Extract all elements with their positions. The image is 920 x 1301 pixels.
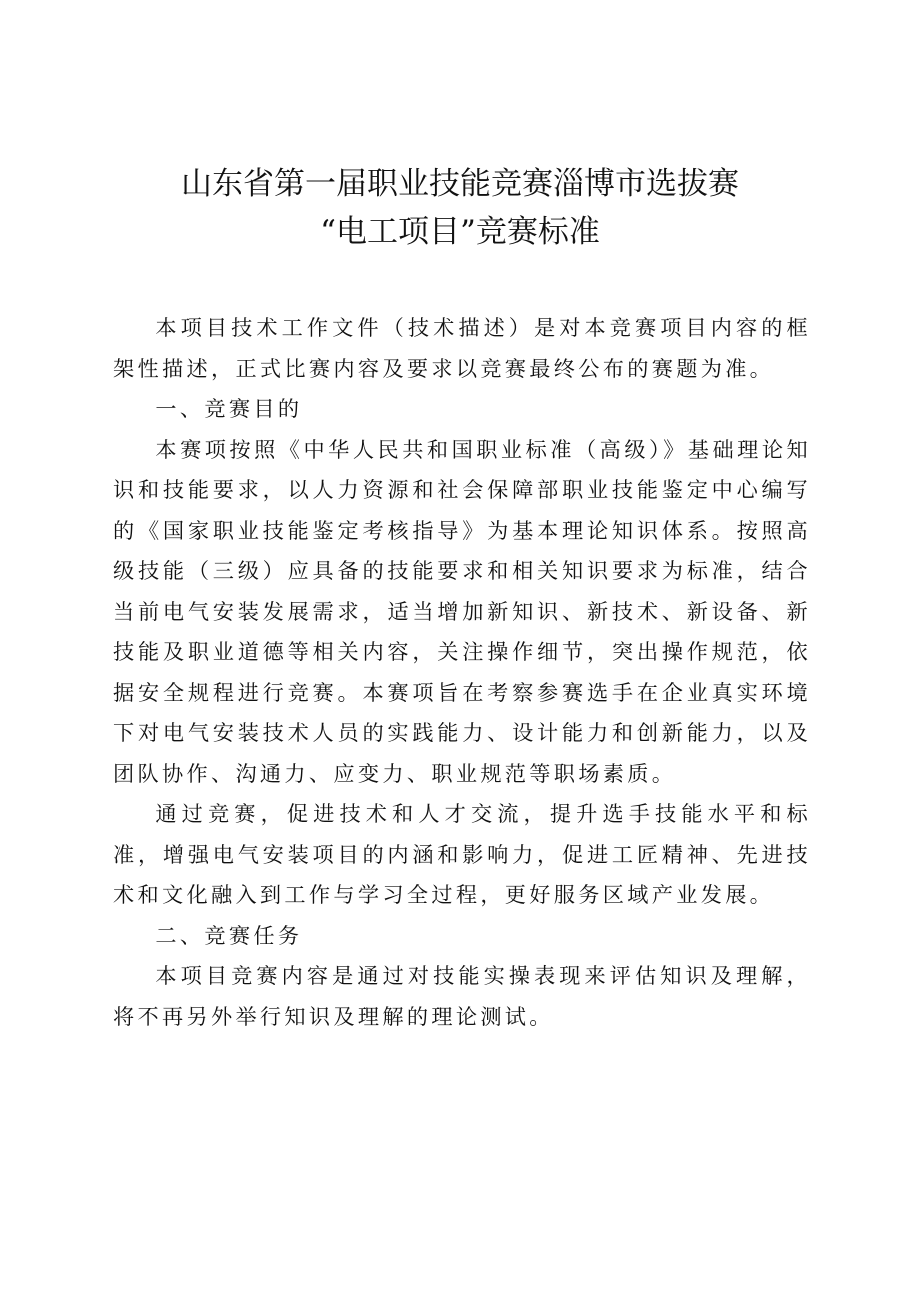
title-line-1: 山东省第一届职业技能竞赛淄博市选拔赛 [181, 166, 739, 202]
purpose-paragraph-1: 本赛项按照《中华人民共和国职业标准（高级）》基础理论知识和技能要求，以人力资源和社会保障部职业技能鉴定中心编写的《国家职业技能鉴定考核指导》为基本理论知识体系。按照高级技能（三级）应具备的技能要求和相关知识要求为标准，结合当前电气安装发展需求，适当增加新知识、新技术、新设备、新技能及职业道德等相关内容，关注操作细节，突出操作规范，依据安全规程进行竞赛。本赛项旨在考察参赛选手在企业真实环境下对电气安装技术人员的实践能力、设计能力和创新能力，以及团队协作、沟通力、应变力、职业规范等职场素质。 [113, 436, 811, 786]
section-heading-purpose: 一、竞赛目的 [155, 396, 303, 421]
purpose-paragraph-2: 通过竞赛，促进技术和人才交流，提升选手技能水平和标准，增强电气安装项目的内涵和影响力，促进工匠精神、先进技术和文化融入到工作与学习全过程，更好服务区域产业发展。 [113, 801, 811, 907]
tasks-paragraph: 本项目竞赛内容是通过对技能实操表现来评估知识及理解，将不再另外举行知识及理解的理论测试。 [113, 963, 811, 1029]
document-body [113, 308, 811, 1037]
title-line-2: “电工项目”竞赛标准 [320, 214, 600, 250]
document-title [0, 160, 920, 256]
section-heading-tasks: 二、竞赛任务 [155, 922, 303, 948]
intro-paragraph: 本项目技术工作文件（技术描述）是对本竞赛项目内容的框架性描述，正式比赛内容及要求以竞赛最终公布的赛题为准。 [113, 315, 811, 381]
